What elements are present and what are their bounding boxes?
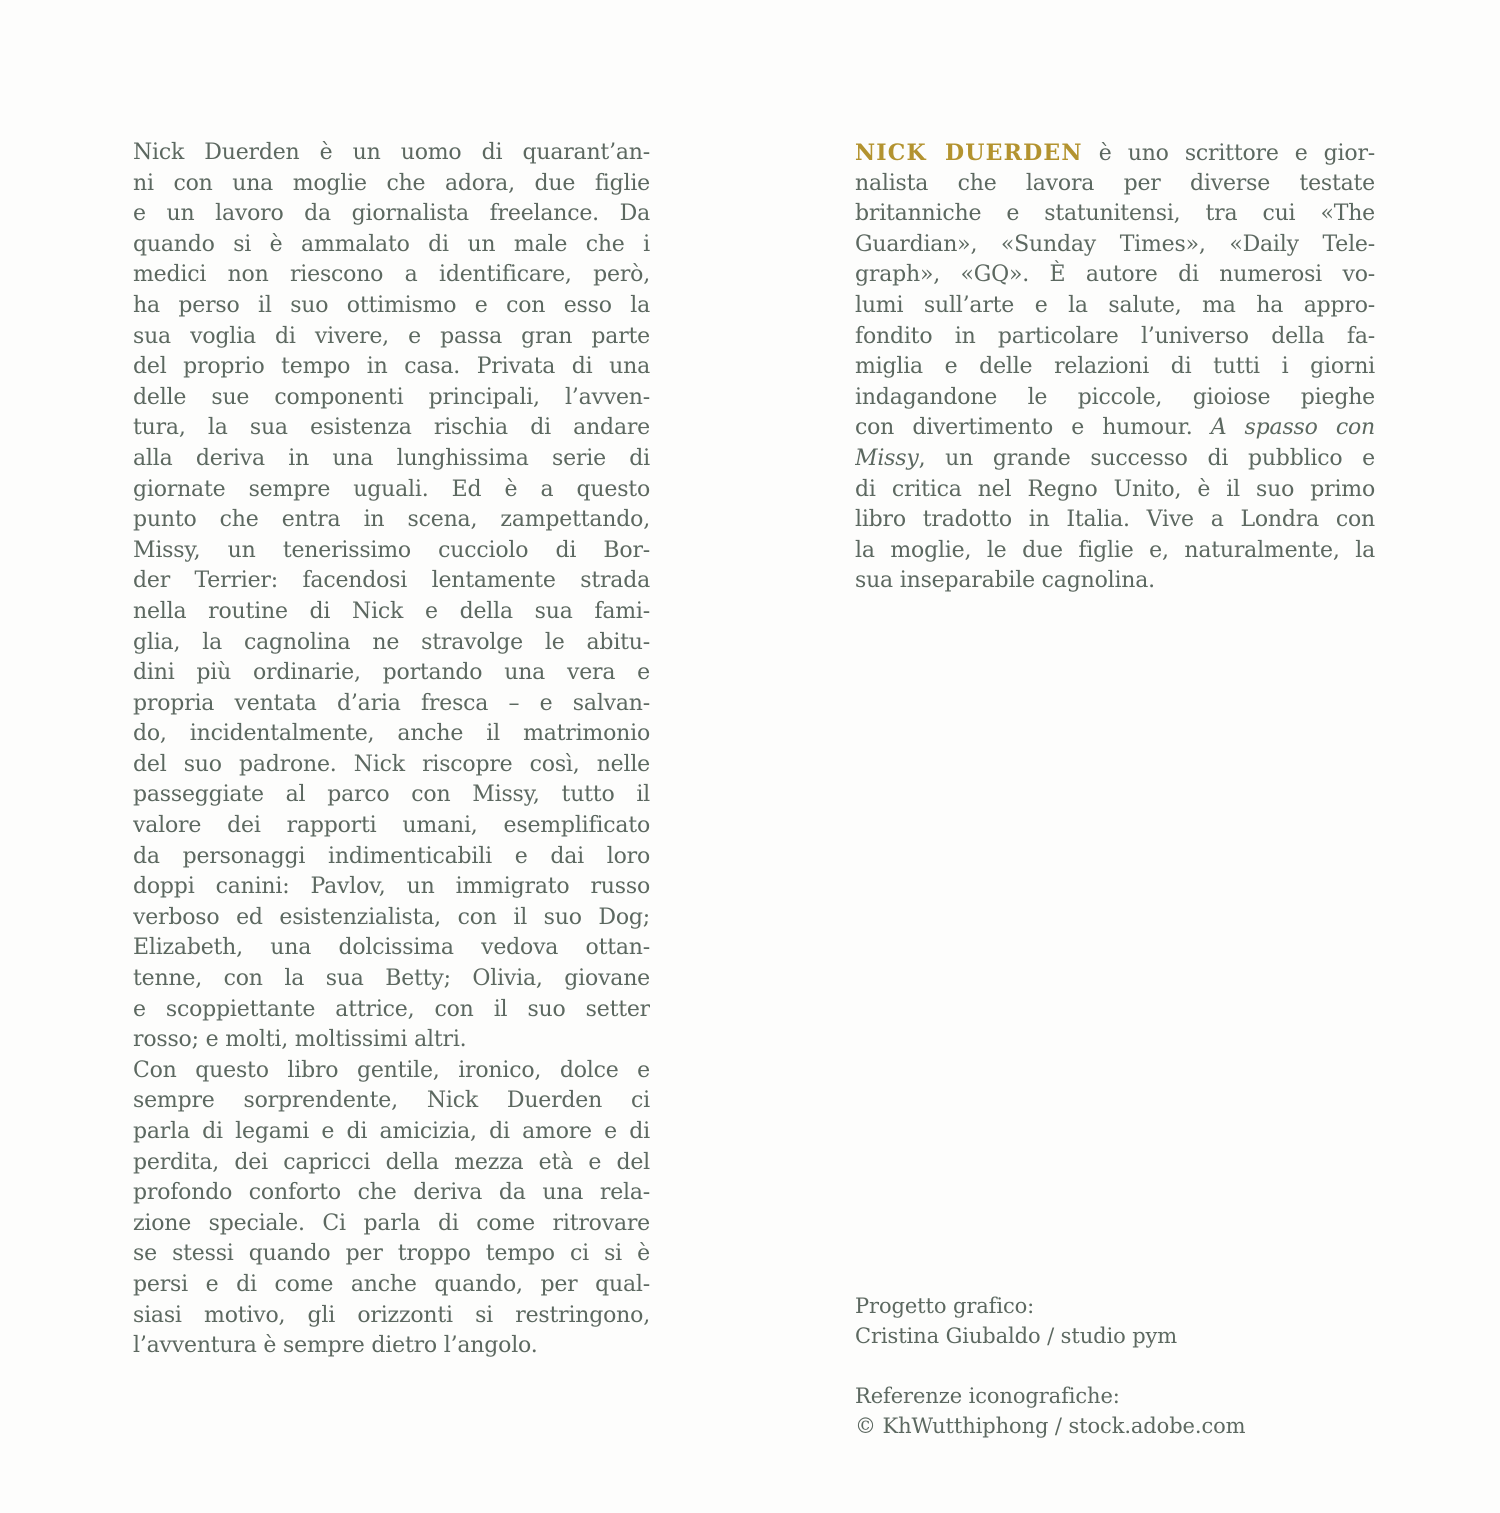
text-line: Con questo libro gentile, ironico, dolce e [133, 1057, 650, 1083]
text-line: ha perso il suo ottimismo e con esso la [133, 292, 650, 318]
text-line: Missy, un tenerissimo cucciolo di Bor- [133, 537, 650, 563]
image-references-credit: © KhWutthiphong / stock.adobe.com [855, 1413, 1246, 1438]
author-bio-column [855, 138, 1375, 597]
synopsis-column [133, 138, 650, 1362]
text-line: passeggiate al parco con Missy, tutto il [133, 782, 650, 808]
text-line: e un lavoro da giornalista freelance. Da [133, 201, 650, 227]
text-line: del suo padrone. Nick riscopre così, nelle [133, 751, 650, 777]
text-line: glia, la cagnolina ne stravolge le abitu- [133, 629, 650, 655]
author-bio-line: di critica nel Regno Unito, è il suo primo [855, 476, 1375, 502]
text-line: tenne, con la sua Betty; Olivia, giovane [133, 966, 650, 992]
text-line: tura, la sua esistenza rischia di andare [133, 415, 650, 441]
text-line: e scoppiettante attrice, con il suo setter [133, 996, 650, 1022]
text-line: doppi canini: Pavlov, un immigrato russo [133, 874, 650, 900]
text-line: sua voglia di vivere, e passa gran parte [133, 323, 650, 349]
text-line: parla di legami e di amicizia, di amore e di [133, 1119, 650, 1144]
author-bio-line: Guardian», «Sunday Times», «Daily Tele- [855, 231, 1375, 257]
text-line: quando si è ammalato di un male che i [133, 231, 650, 257]
text-line: medici non riescono a identificare, però, [133, 262, 650, 288]
text-line: del proprio tempo in casa. Privata di una [133, 354, 650, 380]
author-bio-line: britanniche e statunitensi, tra cui «The [855, 201, 1375, 227]
image-references-label: Referenze iconografiche: [855, 1384, 1120, 1408]
text-line: giornate sempre uguali. Ed è a questo [133, 476, 650, 502]
text-line: do, incidentalmente, anche il matrimonio [133, 721, 650, 747]
author-bio-line: Missy, un grande successo di pubblico e [855, 445, 1375, 471]
text-line: nella routine di Nick e della sua fami- [133, 598, 650, 624]
text-line: perdita, dei capricci della mezza età e del [133, 1149, 650, 1175]
author-bio-line: la moglie, le due figlie e, naturalmente, la [855, 537, 1375, 563]
image-references-block [855, 1382, 1245, 1441]
text-line: persi e di come anche quando, per qual- [133, 1271, 650, 1297]
author-bio-line: fondito in particolare l’universo della fa- [855, 323, 1375, 349]
text-line: Elizabeth, una dolcissima vedova ottan- [133, 935, 650, 961]
text-line: l’avventura è sempre dietro l’angolo. [133, 1333, 538, 1359]
text-line: der Terrier: facendosi lentamente strada [133, 568, 650, 594]
design-credit-name: Cristina Giubaldo / studio pym [855, 1323, 1178, 1348]
text-line: siasi motivo, gli orizzonti si restringono, [133, 1302, 650, 1328]
author-bio-line: indagandone le piccole, gioiose pieghe [855, 384, 1375, 410]
text-line: profondo conforto che deriva da una rela- [133, 1180, 650, 1206]
author-bio-line: nalista che lavora per diverse testate [855, 170, 1375, 196]
text-line: verboso ed esistenzialista, con il suo Dog; [133, 904, 650, 930]
text-line: zione speciale. Ci parla di come ritrovare [133, 1210, 650, 1236]
text-line: da personaggi indimenticabili e dai loro [133, 843, 650, 869]
text-line: se stessi quando per troppo tempo ci si è [133, 1241, 650, 1267]
author-bio-line: con divertimento e humour. A spasso con [855, 415, 1375, 441]
author-bio-line: libro tradotto in Italia. Vive a Londra con [855, 507, 1375, 533]
author-bio-line: NICK DUERDEN è uno scrittore e gior- [855, 140, 1375, 166]
author-bio-line: miglia e delle relazioni di tutti i giorni [855, 354, 1375, 380]
text-line: propria ventata d’aria fresca – e salvan- [133, 690, 650, 716]
text-line: rosso; e molti, moltissimi altri. [133, 1027, 467, 1053]
text-line: ni con una moglie che adora, due figlie [133, 170, 650, 196]
design-credit-block [855, 1292, 1177, 1351]
text-line: dini più ordinarie, portando una vera e [133, 660, 650, 686]
text-line: sempre sorprendente, Nick Duerden ci [133, 1088, 650, 1114]
design-credit-label: Progetto grafico: [855, 1294, 1035, 1318]
text-line: valore dei rapporti umani, esemplificato [133, 813, 650, 839]
text-line: punto che entra in scena, zampettando, [133, 507, 650, 533]
author-bio-line: graph», «GQ». È autore di numerosi vo- [855, 262, 1375, 288]
text-line: Nick Duerden è un uomo di quarant’an- [133, 140, 650, 165]
text-line: delle sue componenti principali, l’avven- [133, 384, 650, 410]
author-bio-line: sua inseparabile cagnolina. [855, 568, 1155, 594]
text-line: alla deriva in una lunghissima serie di [133, 445, 650, 471]
author-bio-line: lumi sull’arte e la salute, ma ha appro- [855, 292, 1375, 318]
